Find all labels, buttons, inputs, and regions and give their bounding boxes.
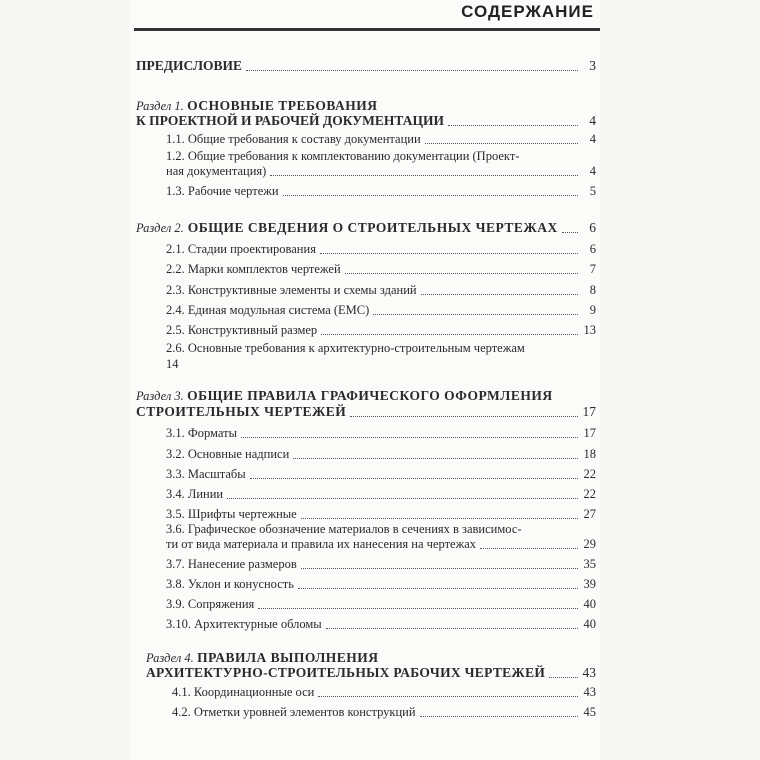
leader-dots (227, 498, 578, 499)
toc-label: ПРЕДИСЛОВИЕ (136, 58, 243, 73)
leader-dots (326, 628, 578, 629)
leader-dots (301, 568, 578, 569)
leader-dots (480, 548, 578, 549)
toc-page: 6 (589, 242, 596, 256)
section-heading: ОБЩИЕ ПРАВИЛА ГРАФИЧЕСКОГО ОФОРМЛЕНИЯ (187, 388, 553, 403)
toc-label: 3.5. Шрифты чертежные (166, 507, 297, 521)
leader-dots (421, 294, 578, 295)
section-title-line2[interactable] (136, 404, 596, 420)
toc-label: 2.2. Марки комплектов чертежей (166, 262, 341, 276)
leader-dots (350, 416, 578, 417)
toc-item[interactable] (166, 487, 596, 502)
toc-label: 1.3. Рабочие чертежи (166, 184, 279, 198)
toc-page: 40 (583, 617, 596, 631)
toc-label: 3.6. Графическое обозначение материалов в сечениях в зависимос- (166, 522, 522, 536)
toc-item[interactable] (166, 242, 596, 257)
section-heading: СТРОИТЕЛЬНЫХ ЧЕРТЕЖЕЙ (136, 404, 347, 419)
toc-item[interactable] (166, 557, 596, 572)
leader-dots (345, 273, 578, 274)
section-heading: К ПРОЕКТНОЙ И РАБОЧЕЙ ДОКУМЕНТАЦИИ (136, 113, 444, 128)
leader-dots (270, 175, 578, 176)
toc-item[interactable] (172, 705, 596, 720)
toc-page: 17 (583, 426, 596, 440)
section-prefix: Раздел 2. (136, 221, 184, 235)
toc-label: ная документация) (166, 164, 267, 178)
toc-page: 8 (589, 283, 596, 297)
leader-dots (301, 518, 578, 519)
header-rule (134, 28, 600, 31)
toc-label: 4.1. Координационные оси (172, 685, 315, 699)
toc-label: 2.4. Единая модульная система (ЕМС) (166, 303, 370, 317)
leader-dots (246, 70, 578, 71)
toc-label: 4.2. Отметки уровней элементов конструкций (172, 705, 416, 719)
toc-page: 9 (589, 303, 596, 317)
toc-page: 40 (583, 597, 596, 611)
toc-item[interactable] (166, 184, 596, 199)
leader-dots (549, 677, 578, 678)
section-heading: АРХИТЕКТУРНО-СТРОИТЕЛЬНЫХ РАБОЧИХ ЧЕРТЕЖЕЙ (146, 665, 546, 680)
toc-page: 27 (583, 507, 596, 521)
leader-dots (321, 334, 578, 335)
book-page (130, 0, 600, 760)
leader-dots (283, 195, 578, 196)
toc-page: 14 (166, 357, 179, 371)
leader-dots (320, 253, 578, 254)
section-title[interactable] (136, 388, 553, 404)
leader-dots (318, 696, 578, 697)
toc-label: 1.1. Общие требования к составу документации (166, 132, 421, 146)
toc-item-wrapped[interactable] (166, 521, 522, 537)
leader-dots (448, 125, 578, 126)
leader-dots (562, 232, 578, 233)
leader-dots (373, 314, 578, 315)
leader-dots (420, 716, 578, 717)
toc-label: 3.9. Сопряжения (166, 597, 255, 611)
leader-dots (425, 143, 578, 144)
toc-label: 2.3. Конструктивные элементы и схемы зданий (166, 283, 417, 297)
toc-page: 18 (583, 447, 596, 461)
leader-dots (250, 478, 578, 479)
toc-page: 35 (583, 557, 596, 571)
section-title-line2[interactable] (146, 665, 596, 681)
section-heading: ОБЩИЕ СВЕДЕНИЯ О СТРОИТЕЛЬНЫХ ЧЕРТЕЖАХ (187, 220, 558, 235)
toc-label: 3.2. Основные надписи (166, 447, 290, 461)
toc-item[interactable] (166, 132, 596, 147)
toc-item-wrapped[interactable] (166, 340, 525, 356)
section-prefix: Раздел 4. (146, 651, 194, 665)
toc-item-cont[interactable] (166, 356, 179, 372)
leader-dots (258, 608, 578, 609)
toc-page: 4 (589, 132, 596, 146)
toc-label: 3.8. Уклон и конусность (166, 577, 294, 591)
toc-label: 1.2. Общие требования к комплектованию документации (Проект- (166, 149, 520, 163)
toc-page: 43 (582, 665, 596, 680)
toc-label: 3.10. Архитектурные обломы (166, 617, 322, 631)
toc-page: 13 (583, 323, 596, 337)
toc-item[interactable] (166, 283, 596, 298)
leader-dots (293, 458, 578, 459)
toc-label: 2.5. Конструктивный размер (166, 323, 318, 337)
toc-page: 45 (583, 705, 596, 719)
toc-item[interactable] (166, 323, 596, 338)
toc-item[interactable] (166, 447, 596, 462)
toc-preface[interactable] (136, 58, 596, 74)
leader-dots (241, 437, 578, 438)
toc-page: 5 (589, 184, 596, 198)
section-prefix: Раздел 1. (136, 99, 184, 113)
toc-page: 22 (583, 467, 596, 481)
toc-label: 3.1. Форматы (166, 426, 237, 440)
toc-label: 3.7. Нанесение размеров (166, 557, 297, 571)
toc-item[interactable] (166, 467, 596, 482)
toc-item-cont[interactable] (166, 537, 596, 552)
toc-label: 3.3. Масштабы (166, 467, 246, 481)
toc-page: 39 (583, 577, 596, 591)
toc-page: 7 (589, 262, 596, 276)
toc-item[interactable] (166, 303, 596, 318)
toc-item-wrapped[interactable] (166, 148, 519, 164)
toc-page: 6 (589, 220, 596, 235)
toc-item[interactable] (166, 617, 596, 632)
toc-item[interactable] (166, 426, 596, 441)
toc-page: 29 (583, 537, 596, 551)
section-title[interactable] (136, 220, 596, 236)
toc-item[interactable] (172, 685, 596, 700)
section-heading: ОСНОВНЫЕ ТРЕБОВАНИЯ (187, 98, 378, 113)
section-title[interactable] (146, 650, 379, 666)
toc-item[interactable] (166, 262, 596, 277)
section-heading: ПРАВИЛА ВЫПОЛНЕНИЯ (197, 650, 379, 665)
toc-item-cont[interactable] (166, 164, 596, 179)
toc-page: 4 (589, 113, 596, 128)
toc-label: 3.4. Линии (166, 487, 224, 501)
toc-page: 4 (589, 164, 596, 178)
toc-page: 3 (589, 58, 596, 73)
toc-label: ти от вида материала и правила их нанесения на чертежах (166, 537, 477, 551)
toc-item[interactable] (166, 507, 596, 522)
toc-item[interactable] (166, 577, 596, 592)
leader-dots (298, 588, 578, 589)
section-title[interactable] (136, 98, 377, 114)
toc-label: 2.1. Стадии проектирования (166, 242, 316, 256)
toc-label: 2.6. Основные требования к архитектурно-строительным чертежам (166, 341, 525, 355)
page-header-title: СОДЕРЖАНИЕ (461, 2, 594, 21)
toc-page: 43 (583, 685, 596, 699)
section-prefix: Раздел 3. (136, 389, 184, 403)
toc-page: 22 (583, 487, 596, 501)
section-title-line2[interactable] (136, 113, 596, 129)
toc-item[interactable] (166, 597, 596, 612)
toc-page: 17 (582, 404, 596, 419)
